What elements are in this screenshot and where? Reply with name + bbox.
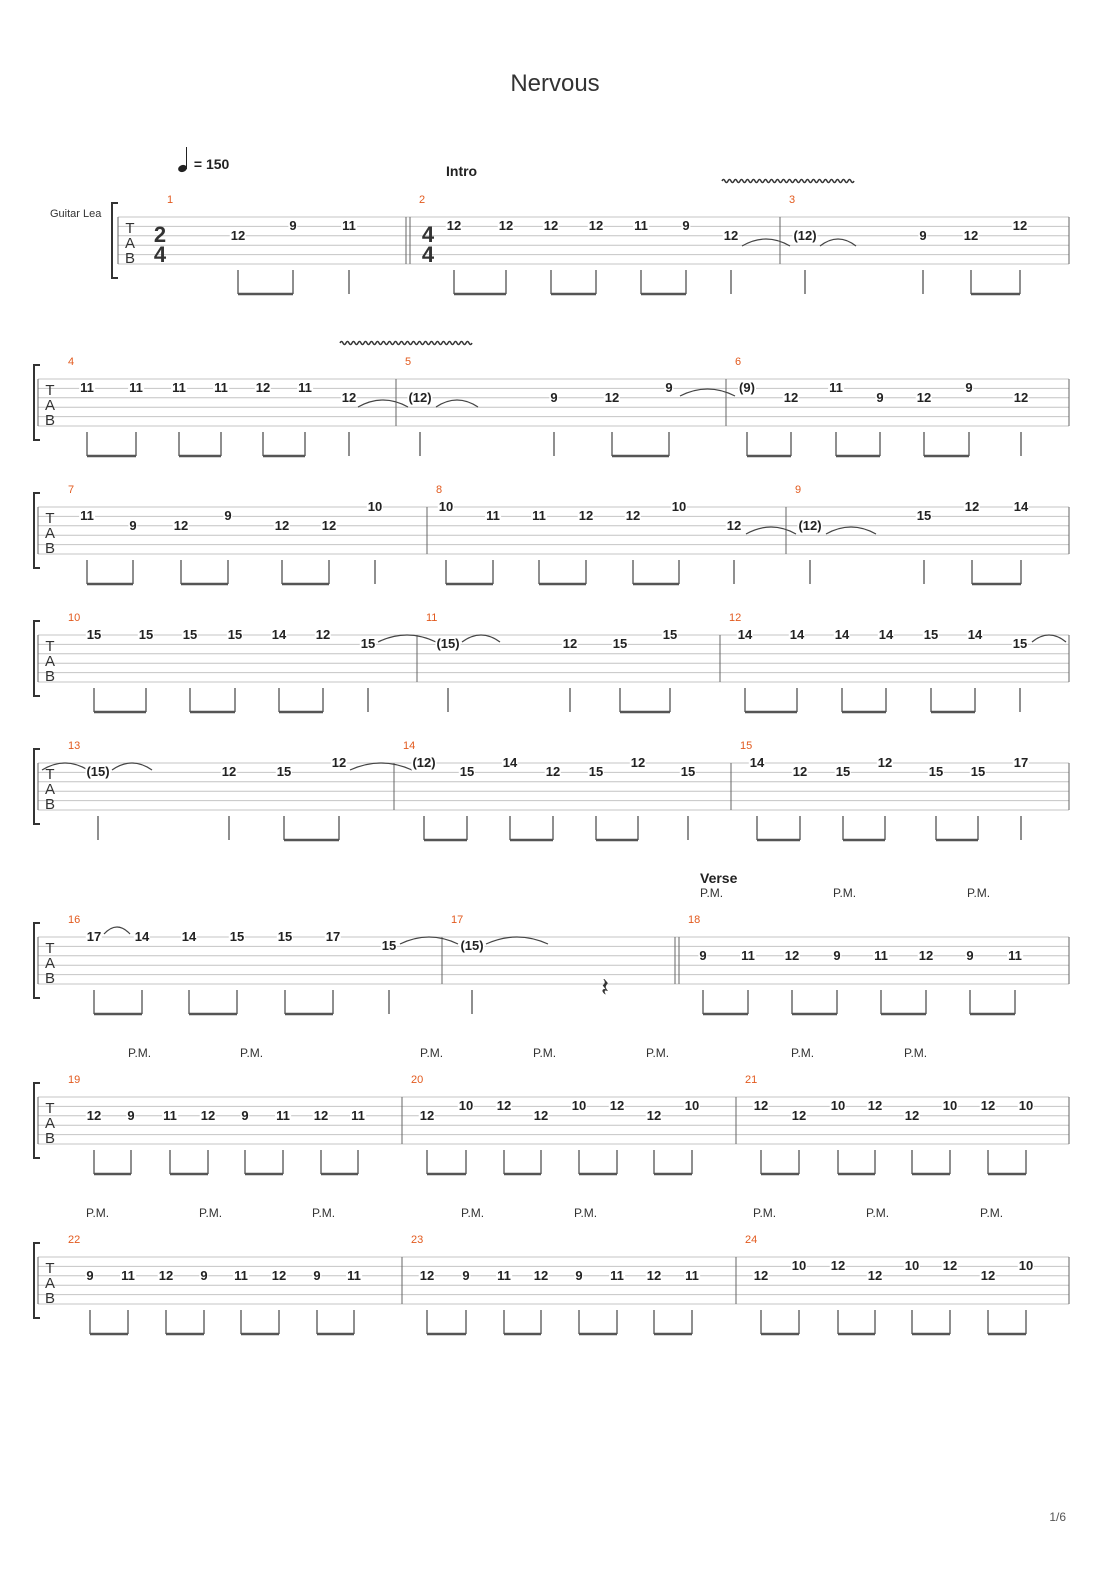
measure-number: 2	[419, 194, 426, 206]
fret-number: 12	[753, 1267, 769, 1283]
fret-number: 14	[502, 755, 518, 770]
measure-number: 12	[729, 612, 742, 624]
fret-number: 12	[158, 1267, 174, 1283]
fret-number: 11	[172, 380, 186, 396]
svg-text:B: B	[44, 1290, 56, 1307]
fret-number: 12	[588, 218, 604, 234]
palm-mute-label: P.M.	[86, 1206, 110, 1220]
fret-number: 12	[753, 1098, 769, 1114]
svg-text:A: A	[44, 955, 56, 972]
fret-number: 9	[919, 227, 927, 243]
fret-number: 9	[462, 1267, 470, 1283]
fret-number: 11	[80, 380, 94, 396]
measure-number: 19	[68, 1074, 81, 1086]
measure-number: 23	[411, 1234, 424, 1246]
fret-number: 12	[533, 1107, 549, 1123]
fret-number: 12	[221, 764, 237, 780]
fret-number: 11	[741, 947, 755, 963]
svg-text:B: B	[44, 970, 56, 987]
measure-number: 15	[740, 740, 753, 752]
measure-number: 9	[795, 484, 802, 496]
fret-number: 9	[313, 1267, 321, 1283]
fret-number: 9	[575, 1267, 583, 1283]
fret-number: 11	[610, 1267, 624, 1283]
fret-number: 15	[612, 636, 628, 652]
fret-number: 15	[588, 764, 604, 780]
fret-number: 15	[182, 627, 198, 642]
svg-text:A: A	[44, 525, 56, 542]
fret-number: 9	[241, 1107, 249, 1123]
fret-number: 11	[234, 1267, 248, 1283]
fret-number: 11	[80, 508, 94, 524]
measure-number: 6	[735, 356, 742, 368]
palm-mute-label: P.M.	[199, 1206, 223, 1220]
fret-number: (12)	[798, 517, 822, 533]
fret-number: 12	[498, 218, 514, 234]
palm-mute-label: P.M.	[866, 1206, 890, 1220]
fret-number: 11	[486, 508, 500, 524]
fret-number: 10	[1018, 1098, 1034, 1114]
measure-number: 20	[411, 1074, 424, 1086]
fret-number: 15	[923, 627, 939, 642]
fret-number: 15	[1012, 636, 1028, 652]
fret-number: 15	[680, 764, 696, 780]
palm-mute-label: P.M.	[791, 1046, 815, 1060]
fret-number: 12	[274, 517, 290, 533]
palm-mute-label: P.M.	[904, 1046, 928, 1060]
fret-number: 10	[571, 1098, 587, 1114]
fret-number: 12	[630, 755, 646, 770]
fret-number: 14	[967, 627, 983, 642]
svg-text:A: A	[44, 1275, 56, 1292]
section-label-verse: Verse	[700, 870, 738, 886]
fret-number: 15	[229, 929, 245, 944]
fret-number: 12	[315, 627, 331, 642]
fret-number: 11	[497, 1267, 511, 1283]
fret-number: 14	[1013, 499, 1029, 514]
svg-text:4: 4	[421, 242, 435, 267]
measure-number: 14	[403, 740, 416, 752]
fret-number: 14	[749, 755, 765, 770]
fret-number: 12	[830, 1258, 846, 1274]
fret-number: 10	[438, 499, 454, 514]
fret-number: 15	[662, 627, 678, 642]
svg-text:4: 4	[421, 222, 435, 247]
svg-text:B: B	[44, 412, 56, 429]
svg-text:A: A	[44, 397, 56, 414]
palm-mute-label: P.M.	[240, 1046, 264, 1060]
palm-mute-label: P.M.	[700, 886, 724, 900]
section-label-intro: Intro	[446, 163, 478, 179]
fret-number: 10	[1018, 1258, 1034, 1274]
palm-mute-label: P.M.	[646, 1046, 670, 1060]
fret-number: 9	[665, 380, 673, 396]
svg-text:A: A	[44, 781, 56, 798]
fret-number: 12	[918, 947, 934, 963]
fret-number: 15	[86, 627, 102, 642]
fret-number: 10	[791, 1258, 807, 1274]
fret-number: 12	[942, 1258, 958, 1274]
fret-number: 14	[834, 627, 850, 642]
fret-number: 12	[916, 389, 932, 405]
fret-number: 12	[963, 227, 979, 243]
fret-number: 12	[867, 1098, 883, 1114]
measure-number: 1	[167, 194, 174, 206]
fret-number: 12	[543, 218, 559, 234]
fret-number: 12	[980, 1098, 996, 1114]
fret-number: 15	[138, 627, 154, 642]
svg-text:T: T	[45, 766, 55, 783]
fret-number: 15	[381, 938, 397, 954]
fret-number: 17	[325, 929, 341, 944]
fret-number: (12)	[408, 389, 432, 405]
fret-number: 15	[459, 764, 475, 780]
measure-number: 7	[68, 484, 75, 496]
fret-number: 12	[496, 1098, 512, 1114]
svg-text:B: B	[124, 250, 136, 267]
fret-number: 11	[351, 1107, 365, 1123]
fret-number: 15	[227, 627, 243, 642]
measure-number: 21	[745, 1074, 758, 1086]
fret-number: 14	[181, 929, 197, 944]
svg-text:T: T	[45, 1260, 55, 1277]
svg-text:A: A	[44, 1115, 56, 1132]
fret-number: 9	[682, 218, 690, 234]
fret-number: 12	[562, 636, 578, 652]
fret-number: 11	[685, 1267, 699, 1283]
svg-text:B: B	[44, 1130, 56, 1147]
measure-number: 16	[68, 914, 81, 926]
fret-number: 10	[458, 1098, 474, 1114]
svg-text:T: T	[45, 1100, 55, 1117]
fret-number: 11	[163, 1107, 177, 1123]
fret-number: (15)	[460, 938, 484, 954]
fret-number: 12	[604, 389, 620, 405]
fret-number: 12	[419, 1107, 435, 1123]
fret-number: 9	[965, 380, 973, 396]
fret-number: 12	[200, 1107, 216, 1123]
measure-number: 10	[68, 612, 81, 624]
fret-number: 10	[904, 1258, 920, 1274]
fret-number: 17	[1013, 755, 1029, 770]
fret-number: 12	[533, 1267, 549, 1283]
measure-number: 13	[68, 740, 81, 752]
svg-text:𝄽: 𝄽	[601, 972, 609, 1002]
fret-number: 12	[341, 389, 357, 405]
fret-number: 9	[127, 1107, 135, 1123]
fret-number: 12	[1013, 389, 1029, 405]
fret-number: (9)	[739, 380, 755, 396]
measure-number: 24	[745, 1234, 758, 1246]
fret-number: 11	[634, 218, 648, 234]
fret-number: 11	[214, 380, 228, 396]
measure-number: 8	[436, 484, 443, 496]
page-number: 1/6	[1049, 1510, 1066, 1524]
fret-number: 15	[360, 636, 376, 652]
fret-number: 12	[313, 1107, 329, 1123]
fret-number: (15)	[86, 764, 110, 780]
fret-number: 9	[86, 1267, 94, 1283]
fret-number: 12	[783, 389, 799, 405]
fret-number: 9	[550, 389, 558, 405]
fret-number: 10	[942, 1098, 958, 1114]
palm-mute-label: P.M.	[312, 1206, 336, 1220]
fret-number: 12	[86, 1107, 102, 1123]
fret-number: 17	[86, 929, 102, 944]
fret-number: 9	[224, 508, 232, 524]
fret-number: 9	[129, 517, 137, 533]
fret-number: 10	[684, 1098, 700, 1114]
svg-text:A: A	[124, 235, 136, 252]
fret-number: 11	[347, 1267, 361, 1283]
fret-number: 11	[829, 380, 843, 396]
svg-text:B: B	[44, 668, 56, 685]
fret-number: 10	[367, 499, 383, 514]
measure-number: 3	[789, 194, 796, 206]
svg-text:T: T	[45, 382, 55, 399]
fret-number: 12	[230, 227, 246, 243]
fret-number: 15	[970, 764, 986, 780]
svg-text:T: T	[45, 510, 55, 527]
palm-mute-label: P.M.	[574, 1206, 598, 1220]
svg-text:2: 2	[153, 222, 167, 247]
fret-number: 15	[835, 764, 851, 780]
fret-number: 14	[789, 627, 805, 642]
svg-text:B: B	[44, 540, 56, 557]
fret-number: 10	[830, 1098, 846, 1114]
fret-number: 12	[545, 764, 561, 780]
fret-number: (12)	[412, 755, 436, 770]
fret-number: 12	[609, 1098, 625, 1114]
palm-mute-label: P.M.	[753, 1206, 777, 1220]
fret-number: 12	[646, 1107, 662, 1123]
fret-number: 11	[874, 947, 888, 963]
svg-text:T: T	[45, 940, 55, 957]
svg-text:B: B	[44, 796, 56, 813]
palm-mute-label: P.M.	[533, 1046, 557, 1060]
palm-mute-label: P.M.	[833, 886, 857, 900]
fret-number: (15)	[436, 636, 460, 652]
fret-number: 12	[792, 764, 808, 780]
fret-number: 11	[298, 380, 312, 396]
fret-number: 12	[446, 218, 462, 234]
fret-number: 9	[289, 218, 297, 234]
fret-number: 12	[646, 1267, 662, 1283]
fret-number: 12	[419, 1267, 435, 1283]
fret-number: 11	[121, 1267, 135, 1283]
fret-number: 11	[276, 1107, 290, 1123]
fret-number: 15	[277, 929, 293, 944]
fret-number: 9	[200, 1267, 208, 1283]
fret-number: 15	[916, 508, 932, 524]
fret-number: 12	[726, 517, 742, 533]
fret-number: 14	[878, 627, 894, 642]
fret-number: 12	[867, 1267, 883, 1283]
fret-number: 11	[129, 380, 143, 396]
palm-mute-label: P.M.	[128, 1046, 152, 1060]
palm-mute-label: P.M.	[967, 886, 991, 900]
svg-text:T: T	[45, 638, 55, 655]
fret-number: 11	[532, 508, 546, 524]
fret-number: 14	[271, 627, 287, 642]
fret-number: 12	[904, 1107, 920, 1123]
song-title: Nervous	[510, 70, 600, 97]
track-label: Guitar Lea	[50, 208, 102, 220]
palm-mute-label: P.M.	[980, 1206, 1004, 1220]
measure-number: 11	[426, 612, 438, 624]
fret-number: 12	[331, 755, 347, 770]
fret-number: 12	[980, 1267, 996, 1283]
fret-number: 12	[578, 508, 594, 524]
fret-number: 11	[342, 218, 356, 234]
palm-mute-label: P.M.	[420, 1046, 444, 1060]
measure-number: 4	[68, 356, 75, 368]
measure-number: 22	[68, 1234, 81, 1246]
fret-number: 12	[1012, 218, 1028, 234]
measure-number: 18	[688, 914, 701, 926]
fret-number: 12	[964, 499, 980, 514]
measure-number: 17	[451, 914, 464, 926]
svg-text:4: 4	[153, 242, 167, 267]
fret-number: (12)	[793, 227, 817, 243]
fret-number: 12	[625, 508, 641, 524]
fret-number: 15	[928, 764, 944, 780]
svg-text:A: A	[44, 653, 56, 670]
fret-number: 12	[784, 947, 800, 963]
fret-number: 14	[737, 627, 753, 642]
fret-number: 12	[271, 1267, 287, 1283]
fret-number: 9	[833, 947, 841, 963]
fret-number: 14	[134, 929, 150, 944]
fret-number: 12	[791, 1107, 807, 1123]
fret-number: 12	[173, 517, 189, 533]
fret-number: 9	[966, 947, 974, 963]
fret-number: 15	[276, 764, 292, 780]
svg-text:T: T	[125, 220, 135, 237]
fret-number: 10	[671, 499, 687, 514]
fret-number: 12	[255, 380, 271, 396]
fret-number: 11	[1008, 947, 1022, 963]
fret-number: 12	[321, 517, 337, 533]
palm-mute-label: P.M.	[461, 1206, 485, 1220]
fret-number: 12	[877, 755, 893, 770]
fret-number: 12	[723, 227, 739, 243]
fret-number: 9	[699, 947, 707, 963]
measure-number: 5	[405, 356, 412, 368]
tempo-value: = 150	[193, 156, 230, 172]
fret-number: 9	[876, 389, 884, 405]
